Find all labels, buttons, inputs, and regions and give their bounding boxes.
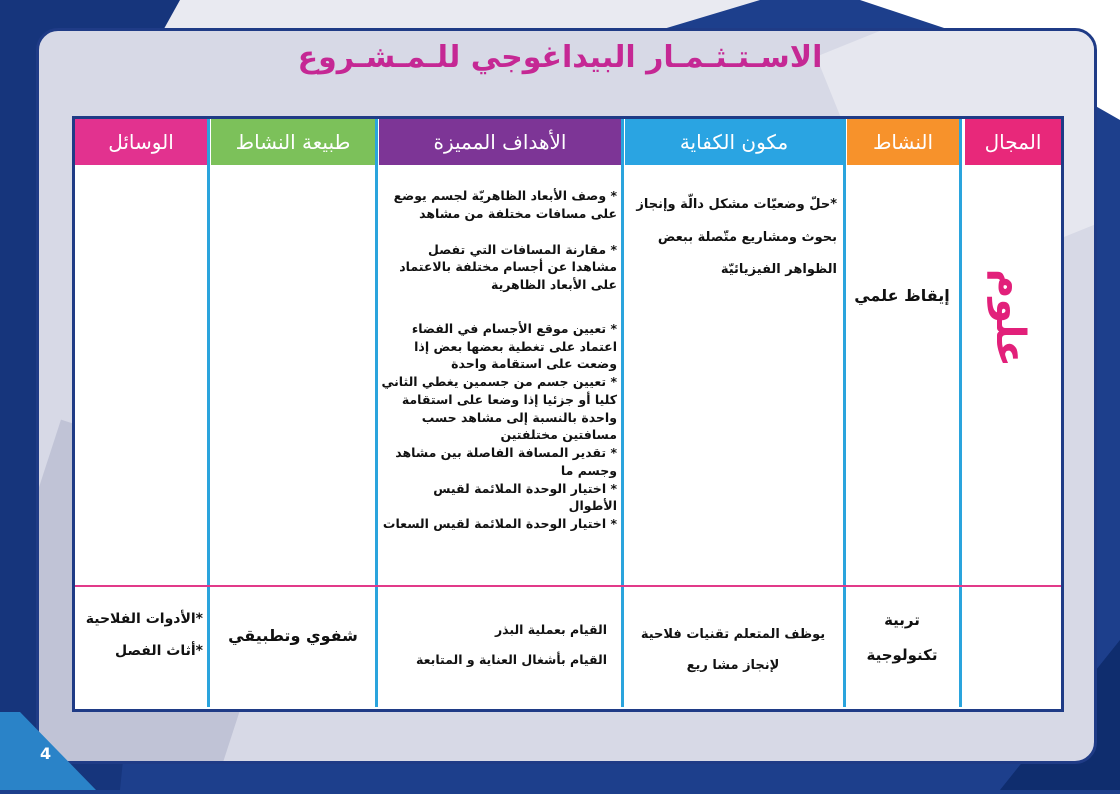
page-number: 4: [40, 744, 52, 763]
activity-line: تربية: [884, 611, 920, 629]
tool-item: *أثاث الفصل: [115, 643, 203, 660]
tools-cell: [77, 603, 203, 667]
row-divider: [75, 585, 1061, 587]
header-competency: مكون الكفاية: [625, 119, 843, 165]
column-divider: [843, 119, 846, 707]
competency-line: الظواهر الفيزيائيّة: [720, 262, 837, 277]
objective-item: * اختيار الوحدة الملائمة لقيس الأطوال: [433, 480, 617, 514]
objective-item: * مقارنة المسافات التي تفصل مشاهدا عن أجسام مختلفة بالاعتماد على الأبعاد الظاهرية: [399, 241, 617, 292]
objectives-cell: [381, 187, 617, 533]
project-table: [72, 116, 1064, 712]
objective-item: القيام بأشغال العناية و المتابعة: [416, 652, 607, 667]
competency-cell: [629, 189, 837, 287]
column-divider: [207, 119, 210, 707]
activity-cell-2: [849, 603, 955, 672]
competency-cell-2: [629, 619, 837, 681]
column-divider: [621, 119, 624, 707]
header-domain: المجال: [965, 119, 1061, 165]
header-activity: النشاط: [847, 119, 959, 165]
column-divider: [375, 119, 378, 707]
objective-item: * تقدير المسافة الفاصلة بين مشاهد وجسم ما: [395, 445, 617, 478]
header-nature: طبيعة النشاط: [211, 119, 375, 165]
header-objectives: الأهداف المميزة: [379, 119, 621, 165]
competency-line: *حلّ وضعيّات مشكل دالّة وإنجاز: [636, 197, 837, 212]
domain-decorative-text: علوم: [987, 269, 1033, 368]
header-tools: الوسائل: [75, 119, 207, 165]
nature-cell: شفوي وتطبيقي: [228, 626, 358, 645]
activity-cell: إيقاظ علمي: [854, 286, 950, 305]
tool-item: *الأدوات الفلاحية: [85, 611, 203, 627]
objective-item: * اختيار الوحدة الملائمة لقيس السعات: [382, 516, 617, 531]
activity-line: تكنولوجية: [866, 645, 938, 664]
objective-item: * تعيين جسم من جسمين يغطي الثاني كليا أو جزئيا إذا وضعا على استقامة واحدة بالنسبة إلى مشاهد حسب مسافتين مختلفتين: [381, 374, 617, 443]
objective-item: * تعيين موقع الأجسام في الفضاء اعتماد على تغطية بعضها بعض إذا وضعت على استقامة واحدة: [411, 320, 617, 372]
competency-line: لإنجاز مشا ريع: [686, 658, 780, 674]
objectives-cell-2: [381, 615, 607, 675]
column-divider: [959, 119, 962, 707]
competency-line: بحوث ومشاريع متّصلة ببعض: [657, 229, 837, 245]
objective-item: القيام بعملية البذر: [494, 622, 607, 637]
objective-item: * وصف الأبعاد الظاهريّة لجسم يوضع على مسافات مختلفة من مشاهد: [393, 188, 617, 221]
page-title: الاسـتـثـمـار البيداغوجي للـمـشـروع: [297, 40, 823, 75]
page-number-tab: [0, 712, 96, 790]
competency-line: يوظف المتعلم تقنيات فلاحية: [640, 627, 826, 642]
